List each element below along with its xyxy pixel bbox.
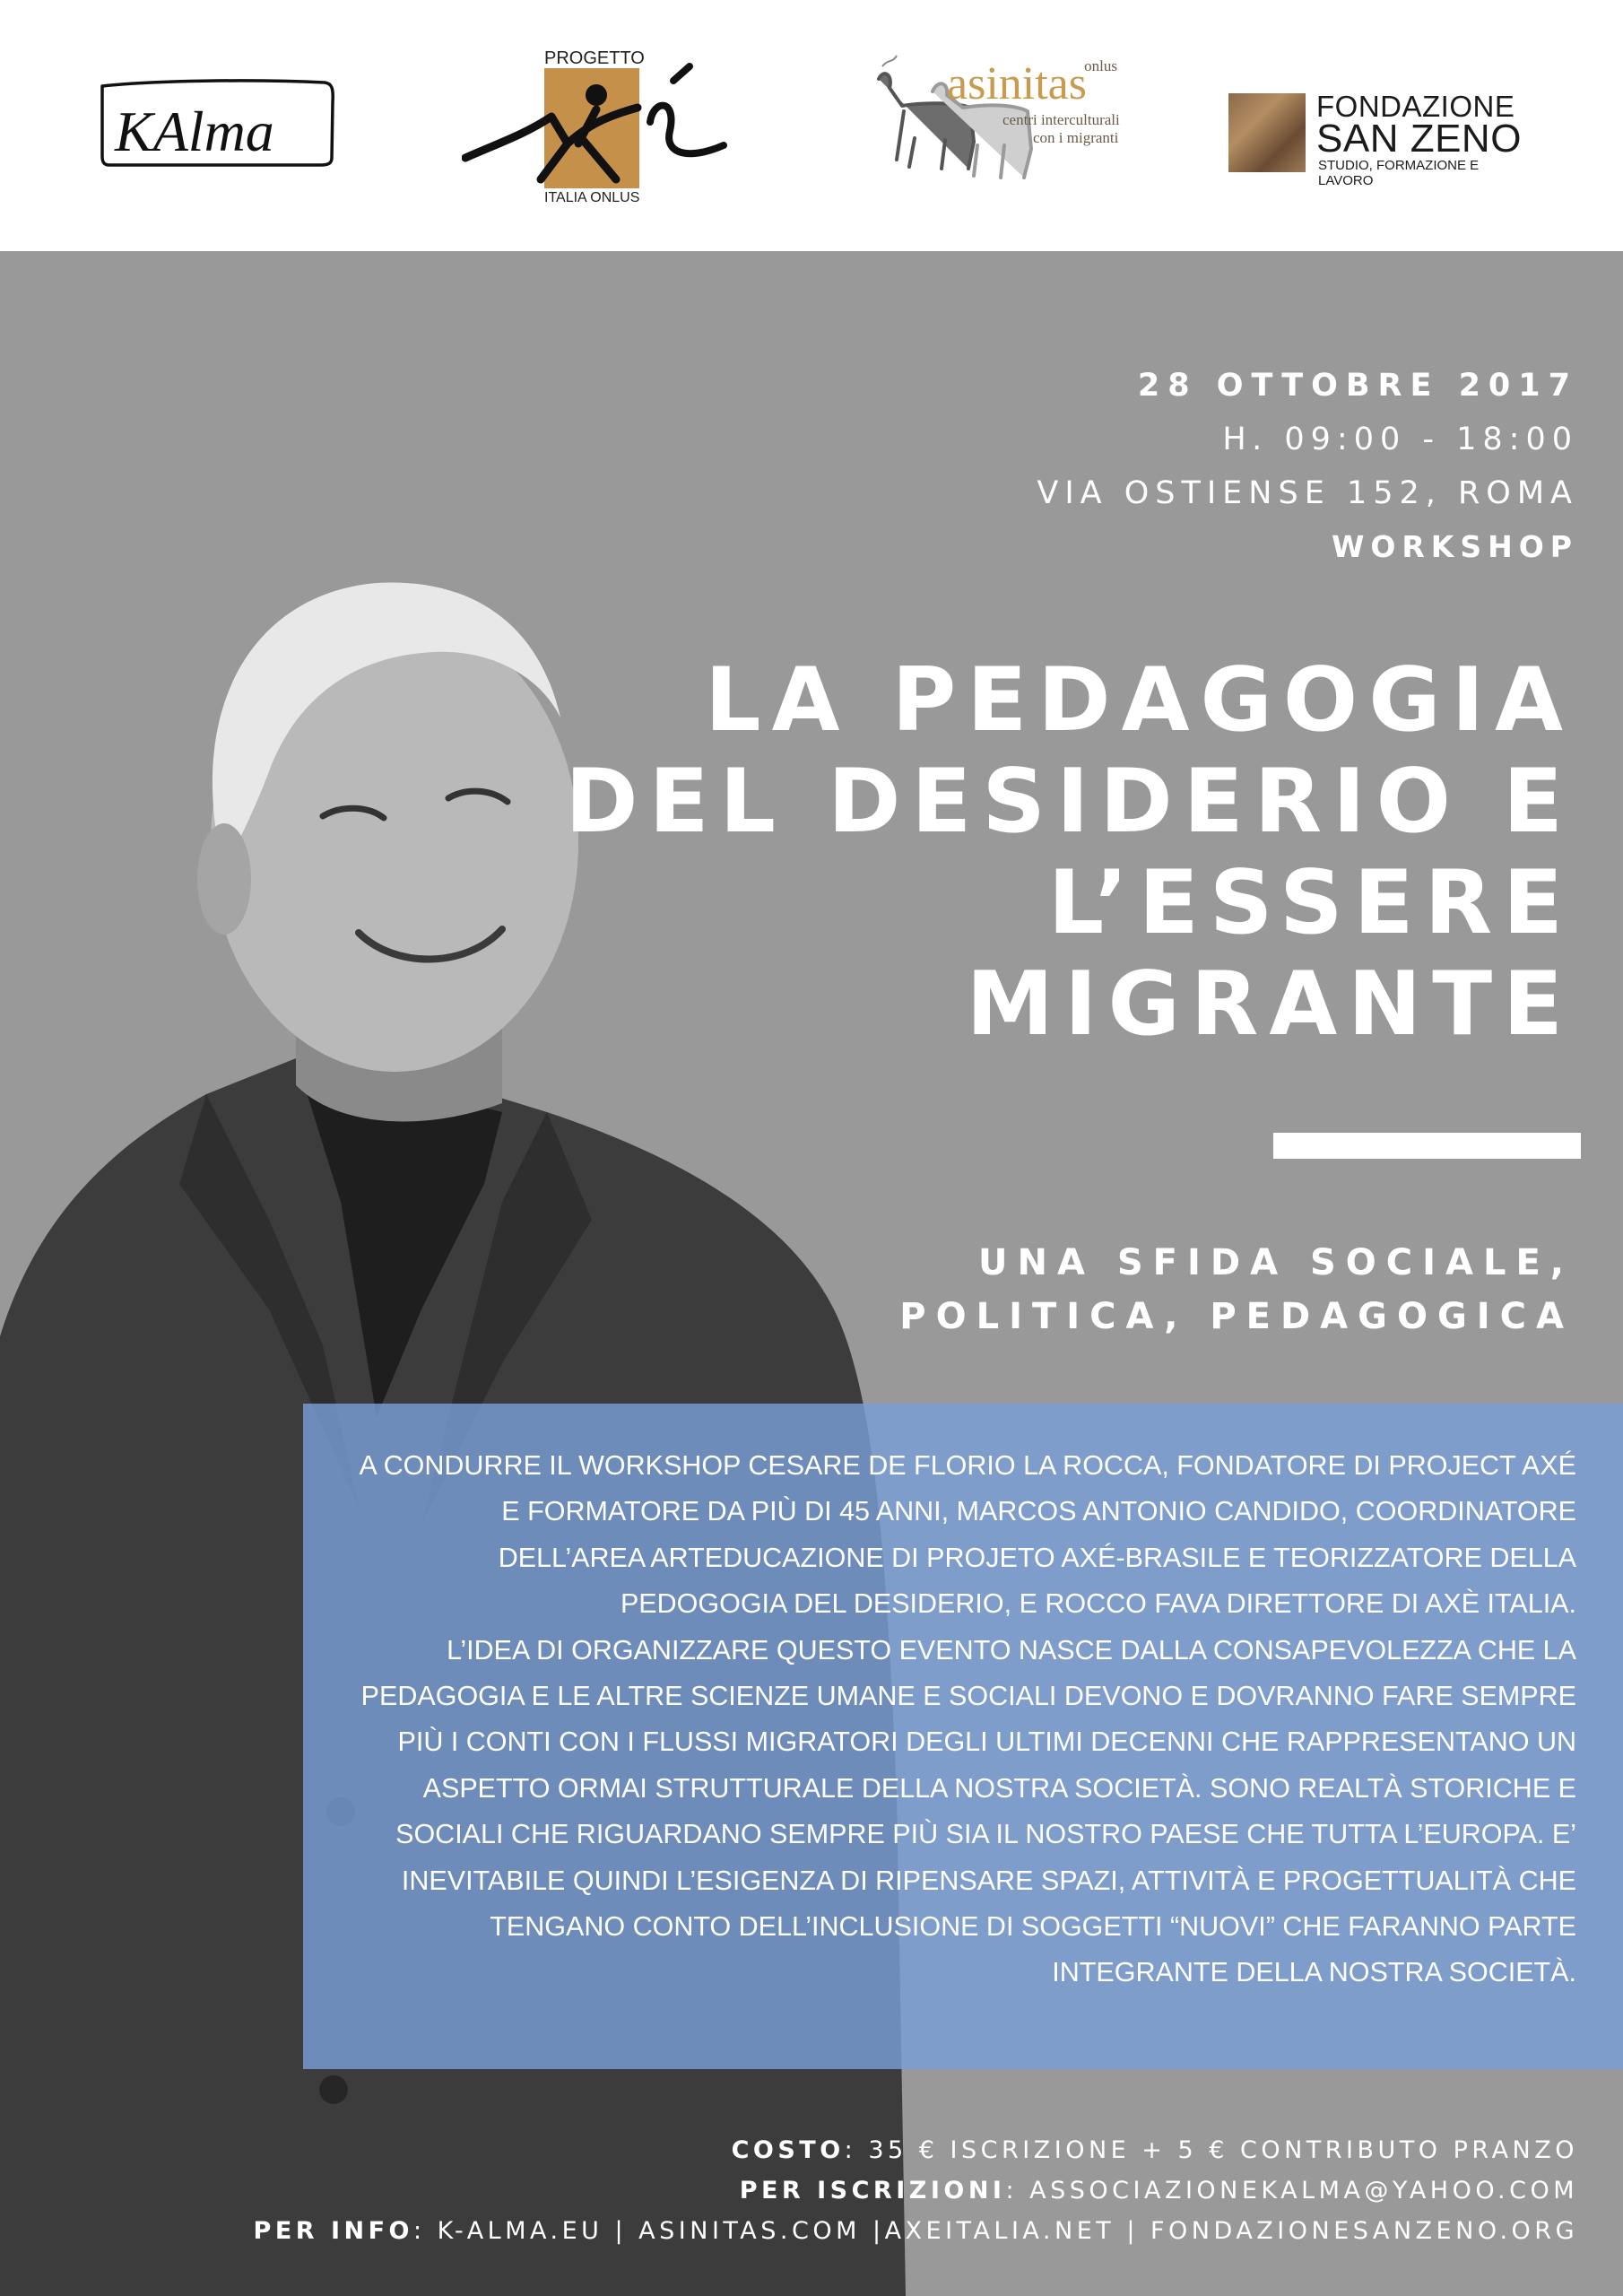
cost-line: [254, 2130, 1578, 2170]
description-line: PEDAGOGIA E LE ALTRE SCIENZE UMANE E SOCIALI DEVONO E DOVRANNO FARE SEMPRE: [360, 1681, 1576, 1712]
asinitas-onlus-tag: onlus: [1084, 57, 1117, 74]
description-line: TENGANO CONTO DELL’INCLUSIONE DI SOGGETTI “NUOVI” CHE FARANNO PARTE: [490, 1911, 1576, 1943]
jacket-button-2: [319, 2075, 348, 2104]
san-zeno-logo-image: [1228, 93, 1306, 172]
description-line: ASPETTO ORMAI STRUTTURALE DELLA NOSTRA SOCIETÀ. SONO REALTÀ STORICHE E: [422, 1772, 1576, 1804]
event-time: H. 09:00 - 18:00: [1222, 422, 1578, 457]
cost-value: : 35 € ISCRIZIONE + 5 € CONTRIBUTO PRANZO: [844, 2136, 1578, 2164]
logo-header: [0, 0, 1623, 251]
title-divider-bar: [1273, 1133, 1581, 1159]
subtitle: [899, 1236, 1574, 1344]
description-line: INTEGRANTE DELLA NOSTRA SOCIETÀ.: [1052, 1957, 1576, 1988]
description-line: SOCIALI CHE RIGUARDANO SEMPRE PIÙ SIA IL NOSTRO PAESE CHE TUTTA L’EUROPA. E’: [395, 1819, 1576, 1850]
main-title: [498, 650, 1574, 1056]
progetto-axe-logo: [462, 45, 731, 212]
san-zeno-line-2: SAN ZENO: [1316, 117, 1522, 161]
smoke-curl: [882, 56, 897, 66]
description-line: PEDOGOGIA DEL DESIDERIO, E ROCCO FAVA DIRETTORE DI AXÈ ITALIA.: [620, 1588, 1576, 1620]
kalma-logo: [97, 75, 335, 170]
signup-value: : ASSOCIAZIONEKALMA@YAHOO.COM: [1005, 2177, 1578, 2205]
san-zeno-line-3: STUDIO, FORMAZIONE E LAVORO: [1318, 158, 1480, 188]
description-text: [321, 1443, 1576, 1996]
main-title-line-4: MIGRANTE: [966, 953, 1574, 1056]
axe-logo-figure-head: [586, 84, 607, 106]
description-line: A CONDURRE IL WORKSHOP CESARE DE FLORIO LA ROCCA, FONDATORE DI PROJECT AXÉ: [359, 1450, 1576, 1481]
axe-logo-bottom-text: ITALIA ONLUS: [544, 190, 640, 205]
description-line: E FORMATORE DA PIÙ DI 45 ANNI, MARCOS ANTONIO CANDIDO, COORDINATORE: [501, 1496, 1576, 1527]
description-line: PIÙ I CONTI CON I FLUSSI MIGRATORI DEGLI ULTIMI DECENNI CHE RAPPRESENTANO UN: [397, 1726, 1576, 1758]
fondazione-san-zeno-logo: [1228, 90, 1524, 188]
event-date: 28 OTTOBRE 2017: [1137, 368, 1578, 404]
main-title-line-2: DEL DESIDERIO E: [565, 751, 1574, 853]
signup-line: [254, 2170, 1578, 2211]
san-zeno-line-1: FONDAZIONE: [1316, 90, 1515, 123]
description-panel: [303, 1404, 1623, 2069]
info-label: PER INFO: [253, 2217, 413, 2245]
asinitas-subtitle-line-1: centri interculturali: [1002, 111, 1120, 128]
poster-body: [0, 251, 1623, 2296]
description-line: INEVITABILE QUINDI L’ESIGENZA DI RIPENSARE SPAZI, ATTIVITÀ E PROGETTUALITÀ CHE: [401, 1865, 1576, 1896]
axe-logo-top-text: PROGETTO: [544, 48, 645, 68]
signup-label: PER ISCRIZIONI: [739, 2177, 1006, 2205]
event-type: WORKSHOP: [1331, 529, 1578, 564]
description-line: L’IDEA DI ORGANIZZARE QUESTO EVENTO NASCE DALLA CONSAPEVOLEZZA CHE LA: [447, 1634, 1576, 1665]
subtitle-line-1: UNA SFIDA SOCIALE,: [978, 1242, 1574, 1283]
ear-shape: [197, 823, 251, 935]
event-info: [1037, 359, 1578, 574]
info-line: [254, 2211, 1578, 2251]
event-location: VIA OSTIENSE 152, ROMA: [1037, 475, 1578, 511]
main-title-line-3: L’ESSERE: [1047, 852, 1574, 954]
kalma-logo-graphic: [97, 75, 335, 170]
asinitas-wordmark: asinitas: [947, 58, 1087, 109]
asinitas-subtitle-line-2: con i migranti: [1033, 129, 1119, 146]
axe-logo-graphic: [462, 45, 731, 212]
info-value: : K-ALMA.EU | ASINITAS.COM |AXEITALIA.NET | FONDAZIONESANZENO.ORG: [413, 2217, 1578, 2245]
asinitas-logo: [870, 52, 1139, 196]
description-line: DELL’AREA ARTEDUCAZIONE DI PROJETO AXÉ-BRASILE E TEORIZZATORE DELLA: [498, 1542, 1576, 1573]
kalma-wordmark: KAlma: [115, 100, 274, 163]
footer-info: [254, 2130, 1578, 2251]
main-title-line-1: LA PEDAGOGIA: [705, 649, 1574, 752]
cost-label: COSTO: [731, 2136, 845, 2164]
subtitle-line-2: POLITICA, PEDAGOGICA: [899, 1296, 1574, 1337]
axe-logo-accent-mark: [650, 66, 724, 153]
